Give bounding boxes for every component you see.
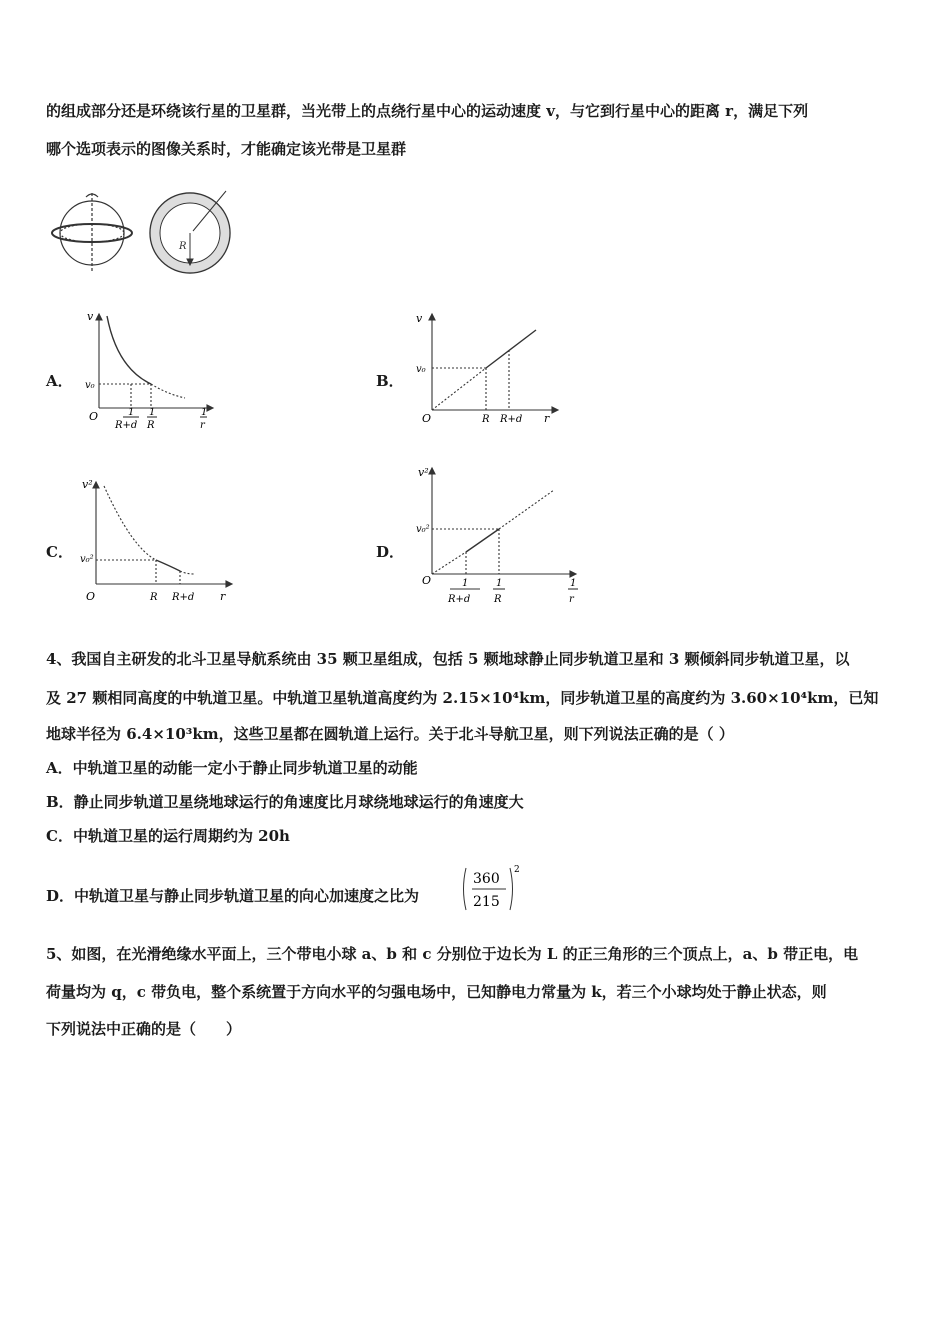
graph-a-y-label: v: [87, 310, 94, 323]
ring-radius-label: R: [179, 241, 187, 252]
graph-a-origin: O: [89, 410, 99, 423]
fraction-numerator: 360: [473, 871, 500, 887]
q4-option-d: D．中轨道卫星与静止同步轨道卫星的向心加速度之比为: [46, 887, 420, 905]
graph-c-x-label: r: [220, 590, 226, 603]
graph-c: [80, 476, 240, 606]
q3-option-b-label: B．: [376, 372, 404, 390]
q5-line-1: 5、如图，在光滑绝缘水平面上，三个带电小球 a、b 和 c 分别位于边长为 L 的正三角形的三个顶点上，a、b 带正电，电: [46, 945, 859, 963]
fraction-exponent: 2: [514, 865, 520, 875]
graph-a: [85, 308, 225, 433]
planet-with-ring: [52, 193, 132, 273]
graph-c-y-label: v²: [82, 478, 93, 491]
graph-d-tick1-den: R+d: [448, 594, 471, 605]
q3-option-c-label: C．: [46, 543, 73, 561]
graph-a-curve-dashed: [151, 384, 185, 398]
graph-b-x-label: r: [544, 412, 550, 425]
graph-d: [412, 462, 592, 607]
graph-c-tick2: R+d: [172, 592, 195, 603]
graph-a-tick1-num: 1: [128, 407, 135, 418]
graph-d-origin: O: [422, 574, 432, 587]
graph-b-tick2: R+d: [500, 414, 523, 425]
q4-line-3: 地球半径为 6.4×10³km，这些卫星都在圆轨道上运行。关于北斗导航卫星，则下列说法正确的是（ ）: [46, 725, 734, 743]
graph-a-x-den: r: [200, 420, 205, 431]
graph-d-tick1-num: 1: [462, 578, 469, 589]
graph-b-tick1: R: [482, 414, 490, 425]
graph-d-y-label: v²: [418, 466, 429, 479]
graph-c-tick1: R: [150, 592, 158, 603]
ring-top-view: [150, 191, 230, 273]
q5-line-3: 下列说法中正确的是（ ）: [46, 1020, 242, 1038]
q3-option-d-label: D．: [376, 543, 405, 561]
graph-a-x-num: 1: [201, 407, 208, 418]
ratio-fraction: [462, 864, 522, 914]
graph-d-tick2-den: R: [494, 594, 502, 605]
graph-b: [412, 308, 572, 433]
q4-option-a: A．中轨道卫星的动能一定小于静止同步轨道卫星的动能: [46, 759, 418, 777]
q4-line-1: 4、我国自主研发的北斗卫星导航系统由 35 颗卫星组成，包括 5 颗地球静止同步轨道卫星和 3 颗倾斜同步轨道卫星，以: [46, 650, 850, 668]
graph-a-tick1-den: R+d: [115, 420, 138, 431]
q3-line-1: 的组成部分还是环绕该行星的卫星群，当光带上的点绕行星中心的运动速度 v，与它到行星中心的距离 r，满足下列: [46, 102, 809, 120]
graph-d-x-den: r: [569, 594, 574, 605]
q4-option-b: B．静止同步轨道卫星绕地球运行的角速度比月球绕地球运行的角速度大: [46, 793, 524, 811]
graph-d-tick2-num: 1: [496, 578, 503, 589]
graph-b-y-label: v: [416, 312, 423, 325]
q3-line-2: 哪个选项表示的图像关系时，才能确定该光带是卫星群: [46, 140, 407, 158]
graph-c-origin: O: [86, 590, 96, 603]
graph-a-tick2-den: R: [147, 420, 155, 431]
q5-line-2: 荷量均为 q，c 带负电，整个系统置于方向水平的匀强电场中，已知静电力常量为 k，若三个小球均处于静止状态，则: [46, 983, 827, 1001]
graph-b-origin: O: [422, 412, 432, 425]
fraction-denominator: 215: [473, 894, 500, 910]
graph-b-v0: v₀: [416, 364, 426, 375]
q4-line-2: 及 27 颗相同高度的中轨道卫星。中轨道卫星轨道高度约为 2.15×10⁴km，同步轨道卫星的高度约为 3.60×10⁴km，已知: [46, 689, 879, 707]
graph-d-x-num: 1: [570, 578, 577, 589]
q4-option-c: C．中轨道卫星的运行周期约为 20h: [46, 827, 290, 845]
graph-a-tick2-num: 1: [149, 407, 156, 418]
planet-figure: [48, 183, 238, 283]
graph-a-curve-solid: [107, 316, 151, 384]
q3-option-a-label: A．: [46, 372, 73, 390]
graph-c-v0: v₀²: [80, 554, 94, 565]
graph-d-v0: v₀²: [416, 524, 430, 535]
graph-a-v0: v₀: [85, 380, 95, 391]
